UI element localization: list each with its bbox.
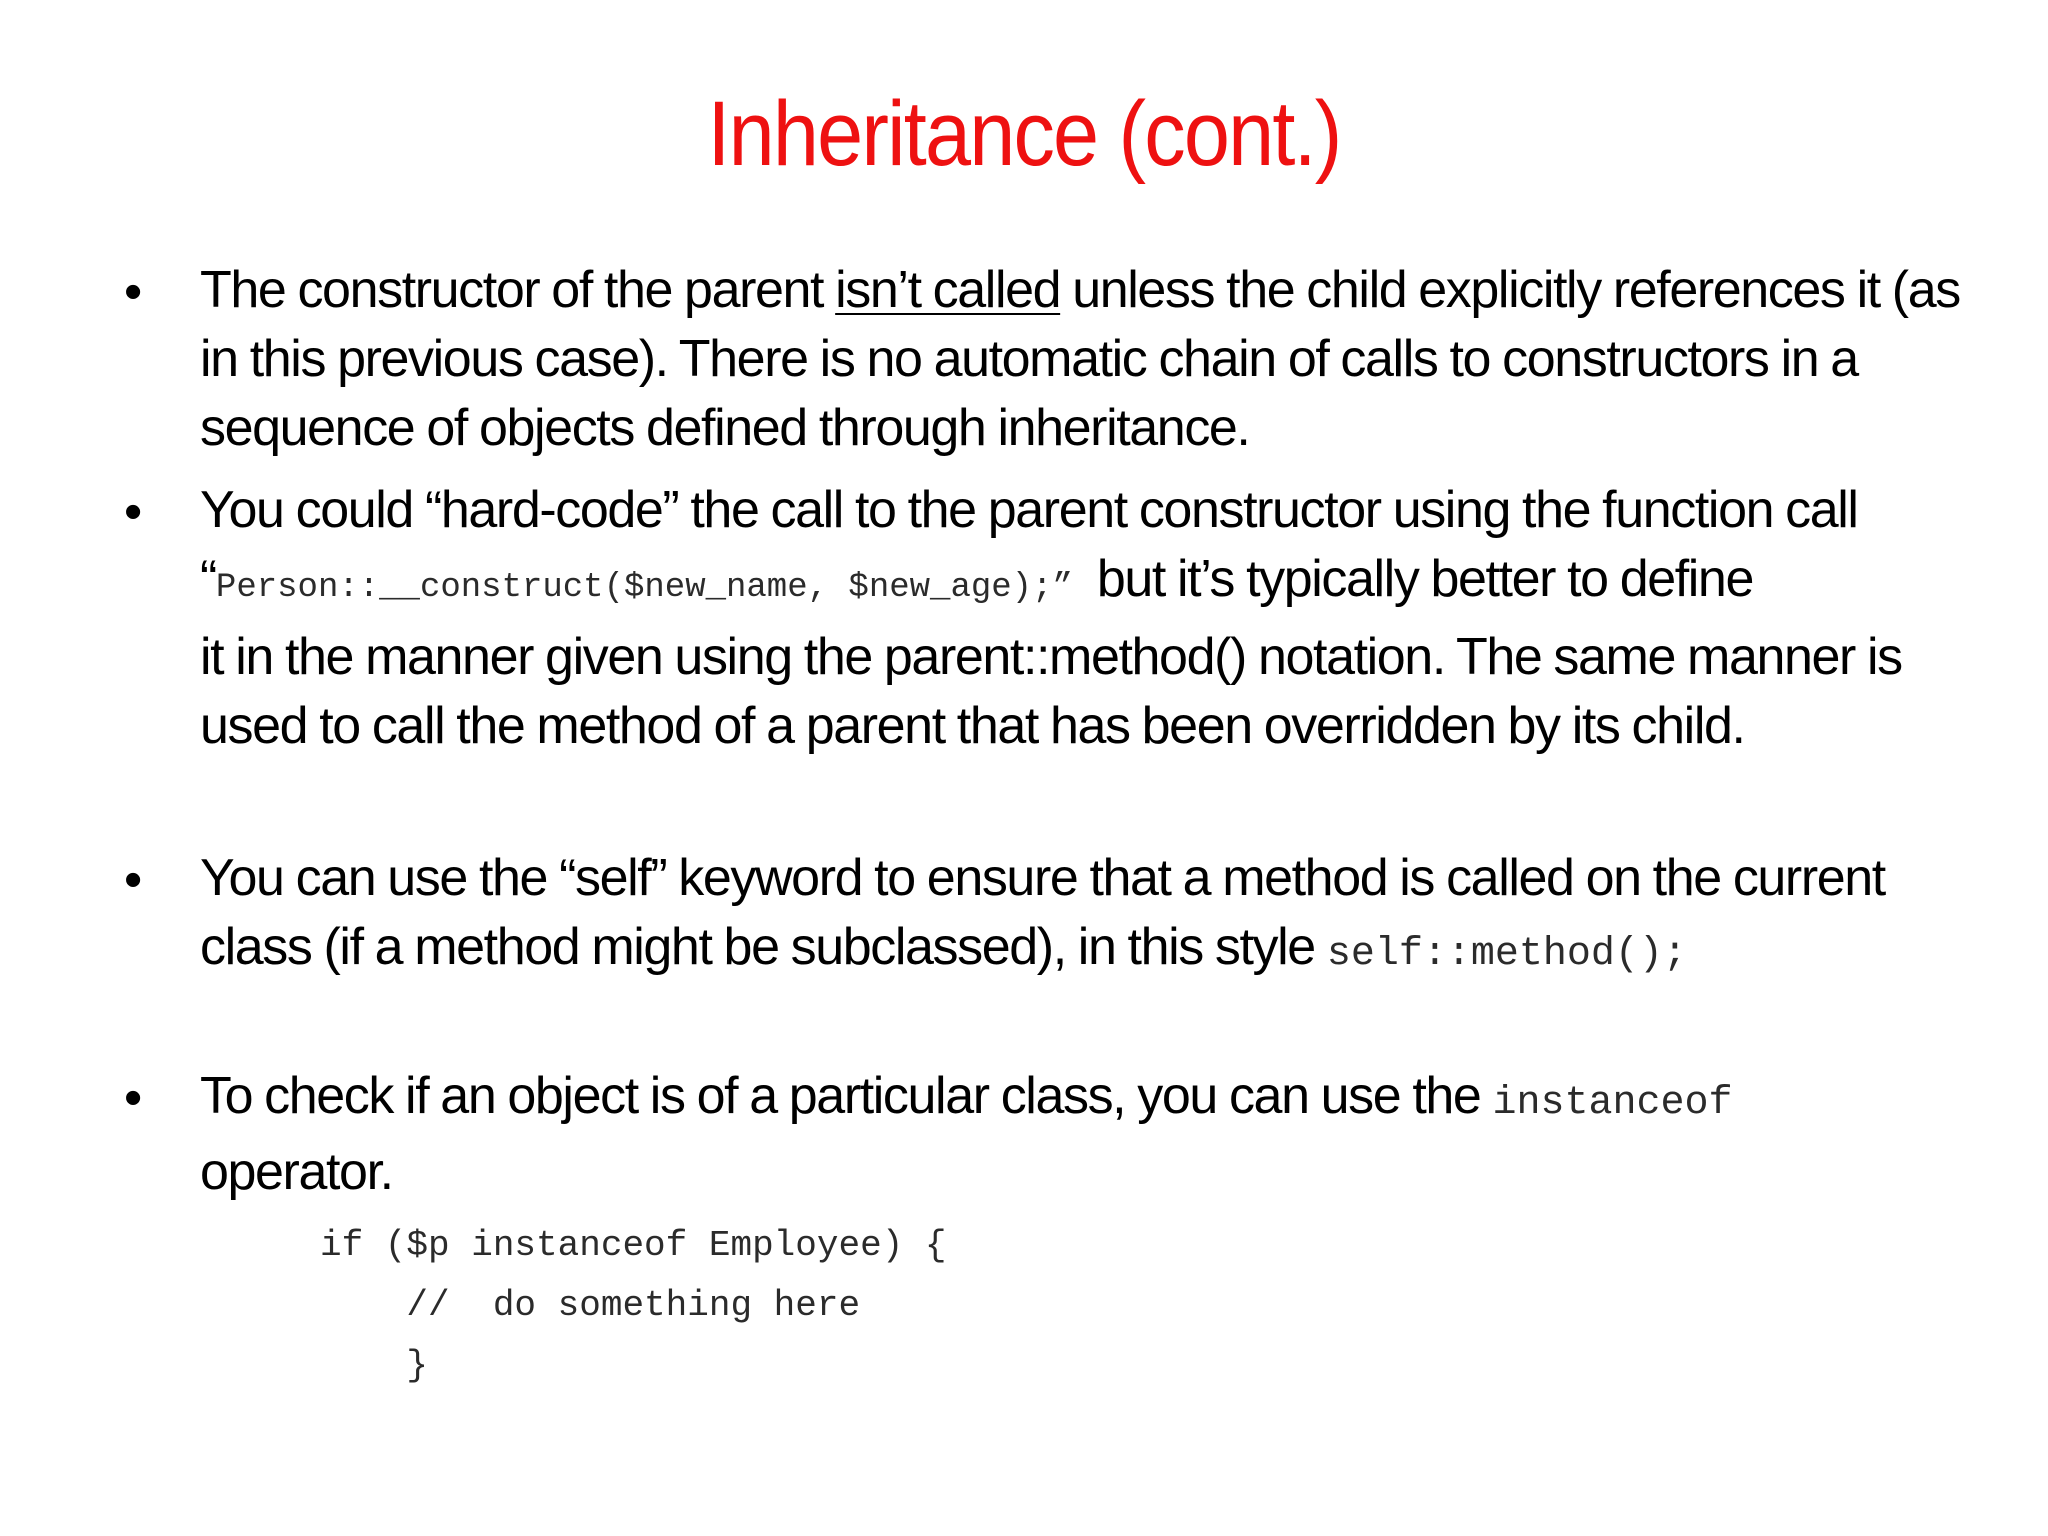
text-line: used to call the method of a parent that has been overridden by its child. xyxy=(200,697,1745,755)
text-line: You can use the “self” keyword to ensure that a method is called on the current xyxy=(200,849,1885,907)
bullet-self-keyword xyxy=(200,844,1920,989)
text-line xyxy=(200,913,1920,989)
bullet-hard-code-parent-constructor xyxy=(200,476,1920,761)
code-block xyxy=(320,1216,947,1396)
slide-title: Inheritance (cont.) xyxy=(707,83,1341,185)
code-line: if ($p instanceof Employee) { xyxy=(320,1225,947,1266)
text-line: You could “hard-code” the call to the parent constructor using the function call xyxy=(200,481,1858,539)
code-line: // do something here xyxy=(320,1285,861,1326)
bullet-marker: • xyxy=(124,851,143,909)
code-line: } xyxy=(320,1345,429,1386)
text-line xyxy=(200,545,1920,623)
text-line: sequence of objects defined through inheritance. xyxy=(200,399,1250,457)
text-line: it in the manner given using the parent::method() notation. The same manner is xyxy=(200,628,1902,686)
text-run: but it’s typically better to define xyxy=(1096,550,1753,608)
bullet-instanceof xyxy=(200,1062,1920,1207)
bullet-marker: • xyxy=(124,263,143,321)
text-line xyxy=(200,256,1960,325)
inline-code: instanceof xyxy=(1492,1081,1733,1126)
open-quote: “ xyxy=(200,550,216,608)
text-run: The constructor of the parent xyxy=(200,261,836,319)
text-line: operator. xyxy=(200,1143,393,1201)
text-run: To check if an object is of a particular class, you can use the xyxy=(200,1067,1493,1125)
text-line xyxy=(200,1062,1920,1138)
text-run: class (if a method might be subclassed), in this style xyxy=(200,918,1327,976)
inline-code: Person::__construct($new_name, $new_age);” xyxy=(215,569,1073,607)
inline-code: self::method(); xyxy=(1326,932,1687,977)
text-run: unless the child explicitly references it (as xyxy=(1060,261,1960,319)
bullet-marker: • xyxy=(124,483,143,541)
underlined-text: isn’t called xyxy=(835,261,1061,319)
bullet-marker: • xyxy=(124,1069,143,1127)
text-line: in this previous case). There is no automatic chain of calls to constructors in a xyxy=(200,330,1858,388)
bullet-constructor-not-called xyxy=(200,256,1960,463)
